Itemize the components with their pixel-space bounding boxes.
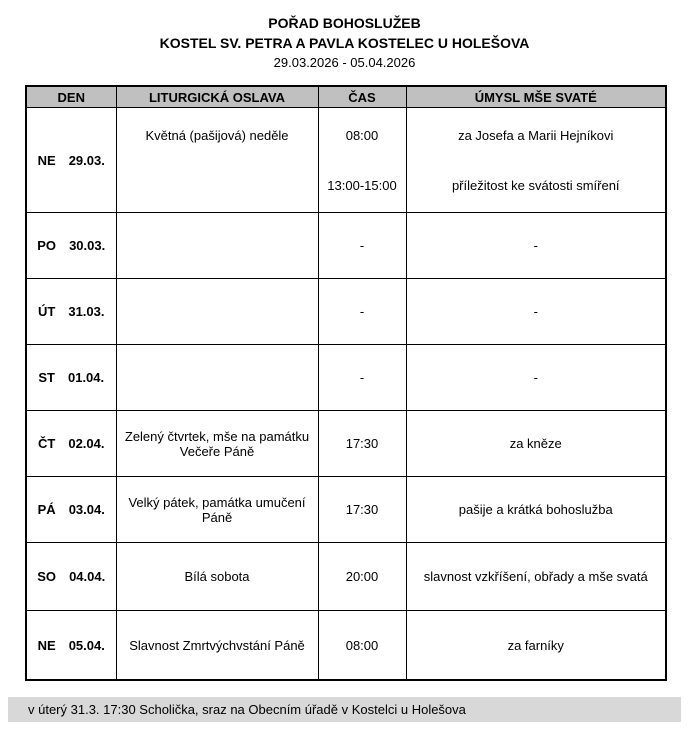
time-cell: - <box>318 279 406 345</box>
table-row <box>26 345 666 411</box>
day-cell <box>26 345 116 411</box>
celebration-cell <box>116 213 318 279</box>
time-cell: - <box>318 213 406 279</box>
day-date: 04.04. <box>69 569 106 584</box>
time-cell: - <box>318 345 406 411</box>
day-cell <box>26 477 116 543</box>
intention-text: příležitost ke svátosti smíření <box>451 177 620 193</box>
day-abbr: ÚT <box>38 304 56 319</box>
table-row <box>26 611 666 681</box>
celebration-cell: Bílá sobota <box>116 543 318 611</box>
schedule-table <box>25 85 667 681</box>
day-cell <box>26 279 116 345</box>
day-date: 03.04. <box>68 502 105 517</box>
table-header-row <box>26 86 666 108</box>
day-cell <box>26 108 116 213</box>
day-date: 05.04. <box>68 637 105 653</box>
table-row <box>26 213 666 279</box>
table-row <box>26 411 666 477</box>
time-cell: 08:00 <box>318 611 406 681</box>
day-date: 30.03. <box>69 238 106 253</box>
table-row <box>26 477 666 543</box>
intention-cell: slavnost vzkříšení, obřady a mše svatá <box>406 543 666 611</box>
page-title: POŘAD BOHOSLUŽEB <box>268 15 421 31</box>
day-date: 02.04. <box>68 436 105 451</box>
day-abbr: SO <box>37 569 57 584</box>
day-date: 31.03. <box>68 304 105 319</box>
intention-text: za Josefa a Marii Hejníkovi <box>458 127 614 143</box>
day-cell <box>26 611 116 681</box>
celebration-cell <box>116 108 318 213</box>
day-abbr: NE <box>37 637 56 653</box>
col-header-den: DEN <box>26 86 116 108</box>
celebration-text-empty <box>123 160 312 210</box>
day-abbr: PÁ <box>37 502 56 517</box>
col-header-cas: ČAS <box>318 86 406 108</box>
page-subtitle: KOSTEL SV. PETRA A PAVLA KOSTELEC U HOLEŠOVA <box>159 35 530 51</box>
document-header <box>0 0 689 73</box>
day-abbr: NE <box>37 152 56 168</box>
table-row <box>26 108 666 213</box>
celebration-text: Květná (pašijová) neděle <box>145 127 289 143</box>
day-cell <box>26 543 116 611</box>
day-date: 29.03. <box>68 152 105 168</box>
date-range: 29.03.2026 - 05.04.2026 <box>273 55 416 70</box>
day-abbr: PO <box>37 238 57 253</box>
celebration-cell: Zelený čtvrtek, mše na památku Večeře Páně <box>116 411 318 477</box>
intention-cell: za farníky <box>406 611 666 681</box>
day-cell <box>26 213 116 279</box>
time-cell <box>318 108 406 213</box>
table-row <box>26 279 666 345</box>
intention-cell: - <box>406 345 666 411</box>
celebration-cell: Velký pátek, památka umučení Páně <box>116 477 318 543</box>
celebration-cell: Slavnost Zmrtvýchvstání Páně <box>116 611 318 681</box>
intention-cell: pašije a krátká bohoslužba <box>406 477 666 543</box>
intention-cell: - <box>406 213 666 279</box>
col-header-umysl: ÚMYSL MŠE SVATÉ <box>406 86 666 108</box>
time-cell: 17:30 <box>318 411 406 477</box>
celebration-cell <box>116 279 318 345</box>
intention-cell <box>406 108 666 213</box>
intention-cell: za kněze <box>406 411 666 477</box>
col-header-oslava: LITURGICKÁ OSLAVA <box>116 86 318 108</box>
day-abbr: ČT <box>38 436 56 451</box>
time-text: 08:00 <box>345 127 379 143</box>
celebration-cell <box>116 345 318 411</box>
time-cell: 20:00 <box>318 543 406 611</box>
intention-cell: - <box>406 279 666 345</box>
footer-note: v úterý 31.3. 17:30 Scholička, sraz na Obecním úřadě v Kostelci u Holešova <box>8 697 681 722</box>
day-abbr: ST <box>38 370 55 385</box>
time-text: 13:00-15:00 <box>327 177 397 193</box>
day-date: 01.04. <box>67 370 105 385</box>
table-row <box>26 543 666 611</box>
time-cell: 17:30 <box>318 477 406 543</box>
day-cell <box>26 411 116 477</box>
